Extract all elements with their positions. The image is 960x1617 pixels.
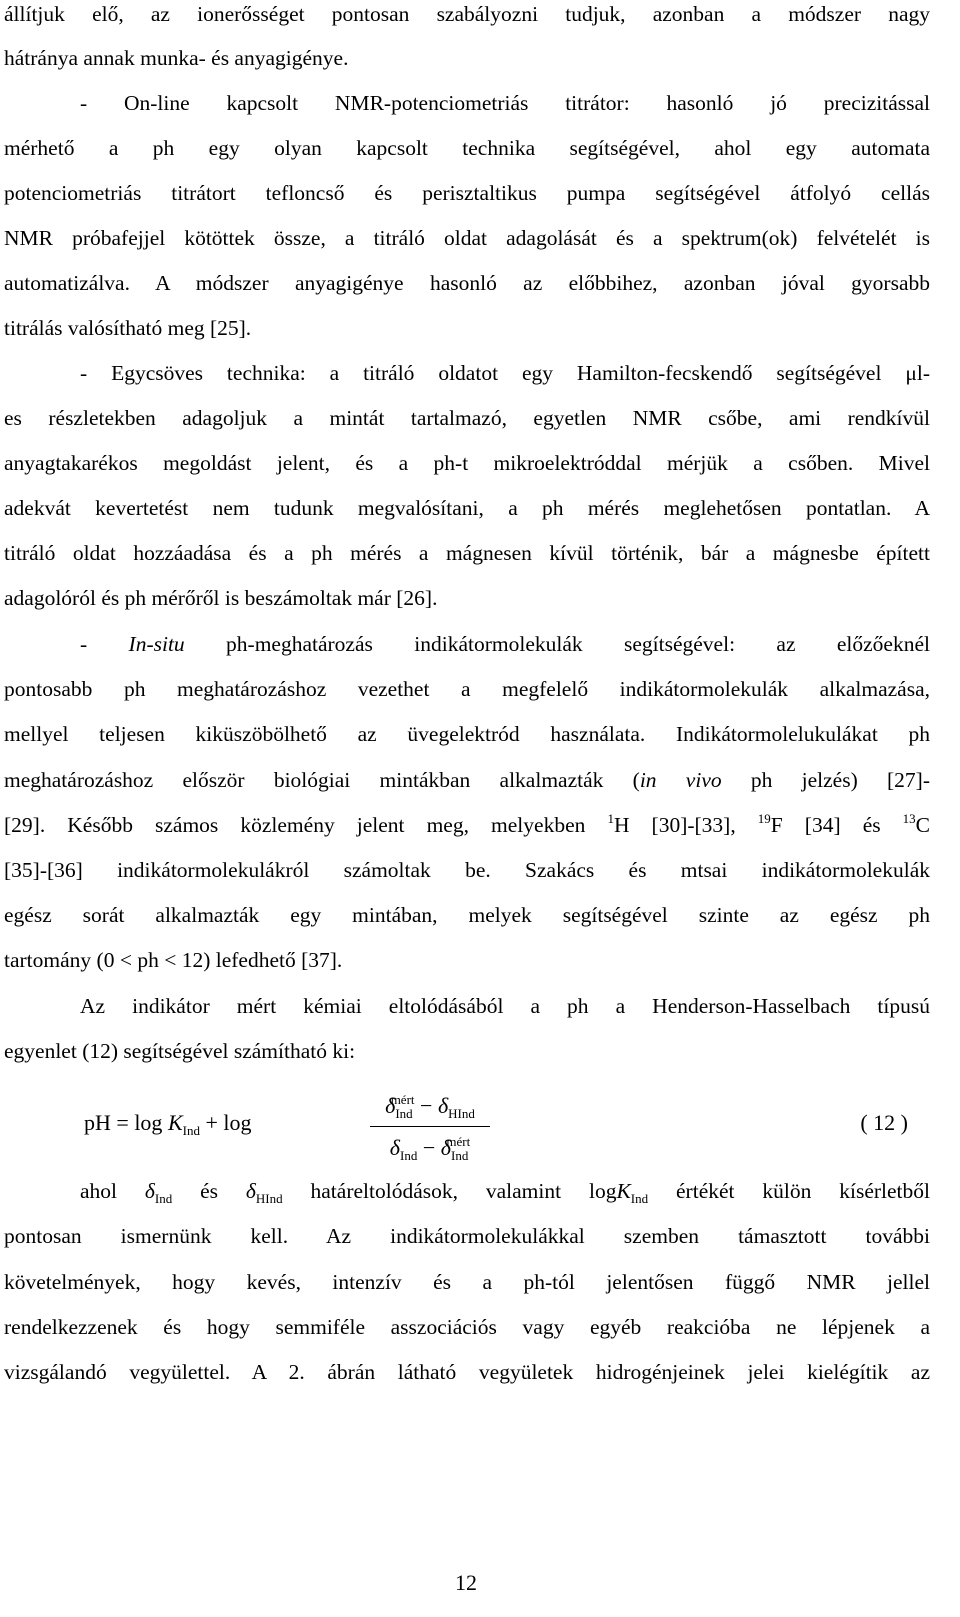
eq-minus: −	[417, 1135, 441, 1160]
eq-log: log	[134, 1110, 163, 1135]
text-line: mérhető a ph egy olyan kapcsolt technika segítségével, ahol egy automata	[4, 136, 930, 160]
eq-sub-ind: Ind	[395, 1106, 413, 1121]
text-line: tartomány (0 < ph < 12) lefedhető [37].	[4, 948, 343, 972]
text-span: értékét külön kísérletből	[648, 1179, 930, 1203]
text-line: pontosabb ph meghatározáshoz vezethet a megfelelő indikátormolekulák alkalmazása,	[4, 677, 930, 701]
eq-k: K	[616, 1179, 631, 1203]
eq-sub-ind: Ind	[182, 1123, 200, 1138]
text-line: - Egycsöves technika: a titráló oldatot egy Hamilton-fecskendő segítségével μl-	[80, 361, 930, 385]
after-equation-line	[80, 1174, 930, 1208]
eq-sub-hind: HInd	[255, 1191, 283, 1206]
c-mass-number: 13	[902, 811, 916, 826]
insitu-heading-line	[80, 627, 930, 661]
text-line: [35]-[36] indikátormolekulákról számoltak be. Szakács és mtsai indikátormolekulák	[4, 858, 930, 882]
insitu-rest: ph-meghatározás indikátormolekulák segítségével: az előzőeknél	[184, 632, 930, 656]
equation-lhs	[84, 1108, 252, 1138]
text-line: NMR próbafejjel kötöttek össze, a titráló oldat adagolását és a spektrum(ok) felvételét is	[4, 226, 930, 250]
equation-number: ( 12 )	[860, 1110, 908, 1135]
eq-sub-ind: Ind	[154, 1191, 173, 1206]
eq-delta: δ	[389, 1135, 401, 1160]
eq-sup-mert: mért	[390, 1092, 415, 1107]
text-span: ph jelzés) [27]-	[721, 768, 930, 792]
eq-minus: −	[414, 1093, 438, 1118]
eq-sub-ind: Ind	[630, 1191, 649, 1206]
h-mass-number: 1	[607, 811, 614, 826]
text-line: egyenlet (12) segítségével számítható ki:	[4, 1039, 356, 1063]
fraction-numerator	[370, 1092, 490, 1120]
text-line: titráló oldat hozzáadása és a ph mérés a mágnesen kívül történik, bár a mágnesbe épített	[4, 541, 930, 565]
text-span: határeltolódások, valamint log	[282, 1179, 617, 1203]
insitu-term: In-situ	[128, 632, 185, 656]
page-number: 12	[455, 1570, 477, 1595]
eq-delta: δ	[245, 1179, 256, 1203]
eq-sub-hind: HInd	[448, 1106, 475, 1121]
text-span: C	[915, 813, 931, 837]
text-line: Az indikátor mért kémiai eltolódásából a ph a Henderson-Hasselbach típusú	[80, 994, 930, 1018]
text-span: ahol	[80, 1179, 145, 1203]
text-span: meghatározáshoz először biológiai mintákban alkalmazták (	[4, 768, 640, 792]
text-line: - On-line kapcsolt NMR-potenciometriás titrátor: hasonló jó precizitással	[80, 91, 930, 115]
text-line: titrálás valósítható meg [25].	[4, 316, 252, 340]
eq-sup-mert: mért	[446, 1134, 471, 1149]
fraction-denominator	[370, 1134, 490, 1162]
eq-k: K	[167, 1110, 183, 1135]
text-span: és	[172, 1179, 246, 1203]
invivo-term: in vivo	[639, 768, 722, 792]
text-line: potenciometriás titrátort tefloncső és perisztaltikus pumpa segítségével átfolyó cellás	[4, 181, 930, 205]
text-line: hátránya annak munka- és anyagigénye.	[4, 46, 349, 70]
eq-equals: =	[110, 1110, 135, 1135]
text-line: es részletekben adagoljuk a mintát tartalmazó, egyetlen NMR csőbe, ami rendkívül	[4, 406, 930, 430]
henderson-hasselbach-equation	[84, 1090, 930, 1170]
nuclei-line	[4, 808, 930, 842]
text-line: adekvát kevertetést nem tudunk megvalósítani, a ph mérés meglehetősen pontatlan. A	[4, 496, 930, 520]
eq-delta: δ	[440, 1135, 452, 1160]
eq-delta: δ	[437, 1093, 449, 1118]
text-line: követelmények, hogy kevés, intenzív és a ph-tól jelentősen függő NMR jellel	[4, 1270, 930, 1294]
text-line: pontosan ismernünk kell. Az indikátormolekulákkal szemben támasztott további	[4, 1224, 930, 1248]
text-line: adagolóról és ph mérőről is beszámoltak már [26].	[4, 586, 438, 610]
eq-delta: δ	[385, 1093, 396, 1118]
invivo-line	[4, 763, 930, 797]
text-line: mellyel teljesen kiküszöbölhető az üvegelektród használata. Indikátormolelukulákat ph	[4, 722, 930, 746]
eq-delta: δ	[144, 1179, 155, 1203]
dash: -	[80, 632, 129, 656]
text-line: automatizálva. A módszer anyagigénye hasonló az előbbihez, azonban jóval gyorsabb	[4, 271, 930, 295]
text-span: F [34] és	[770, 813, 903, 837]
eq-plus-log: + log	[199, 1110, 252, 1135]
eq-sub-ind: Ind	[400, 1148, 418, 1163]
f-mass-number: 19	[757, 811, 771, 826]
text-line: anyagtakarékos megoldást jelent, és a ph-t mikroelektróddal mérjük a csőben. Mivel	[4, 451, 930, 475]
text-span: H [30]-[33],	[613, 813, 758, 837]
text-line: vizsgálandó vegyülettel. A 2. ábrán látható vegyületek hidrogénjeinek jelei kielégítik az	[4, 1360, 930, 1384]
text-span: [29]. Később számos közlemény jelent meg, melyekben	[4, 813, 608, 837]
fraction-bar	[370, 1126, 490, 1127]
text-line: egész sorát alkalmazták egy mintában, melyek segítségével szinte az egész ph	[4, 903, 930, 927]
eq-sub-ind: Ind	[451, 1148, 469, 1163]
text-line: állítjuk elő, az ionerősséget pontosan szabályozni tudjuk, azonban a módszer nagy	[4, 2, 930, 26]
text-line: rendelkezzenek és hogy semmiféle asszociációs vagy egyéb reakcióba ne lépjenek a	[4, 1315, 930, 1339]
eq-ph: pH	[84, 1110, 111, 1135]
